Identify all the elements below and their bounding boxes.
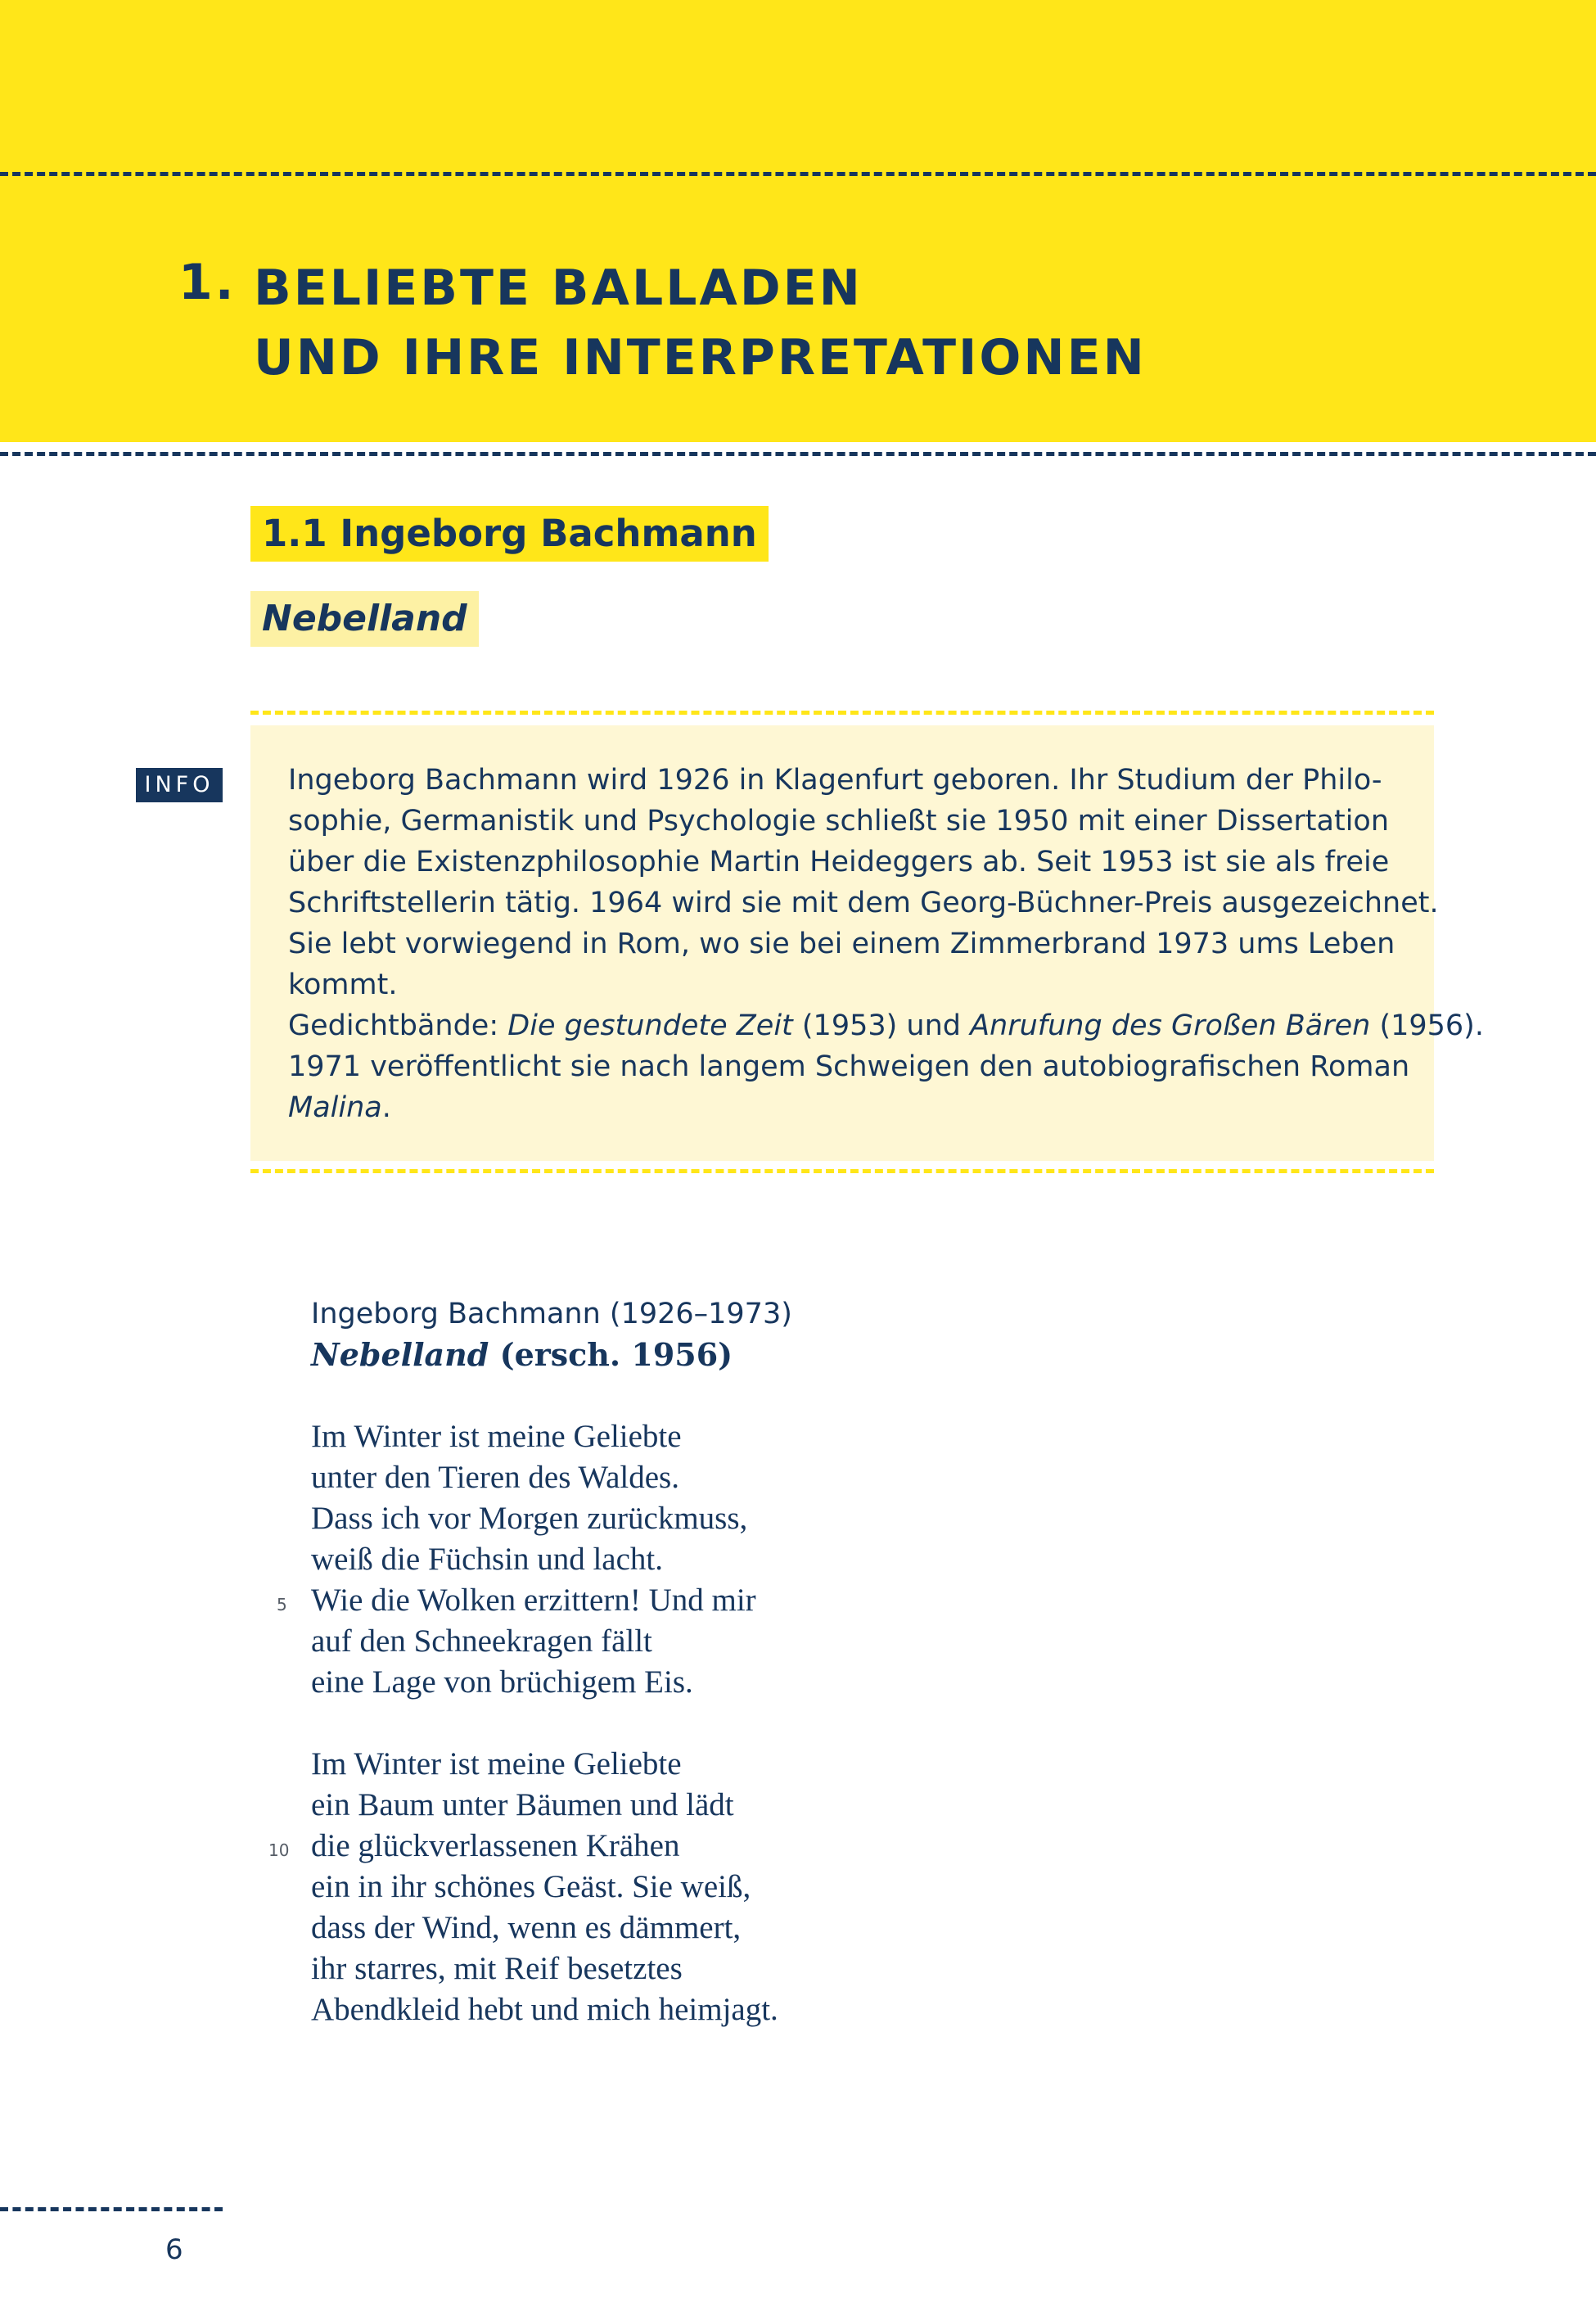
line-number: 5 [277,1595,287,1614]
info-line: sophie, Germanistik und Psychologie schließt sie 1950 mit einer Dissertation [288,805,1390,838]
novel-title: Malina [288,1091,382,1124]
footer-divider [0,2207,223,2211]
info-line: Sie lebt vorwiegend in Rom, wo sie bei einem Zimmerbrand 1973 ums Leben [288,928,1395,960]
work-year: (1956). [1370,1009,1484,1042]
info-text [288,760,1484,1128]
section-heading: 1.1 Ingeborg Bachmann [250,506,769,562]
poem-line: Dass ich vor Morgen zurückmuss, [311,1501,748,1536]
line-number: 10 [268,1840,290,1860]
poem-stanza-2 [311,1744,778,2030]
poem-line: dass der Wind, wenn es dämmert, [311,1910,742,1945]
info-badge: INFO [136,768,223,802]
info-line: über die Existenzphilosophie Martin Heideggers ab. Seit 1953 ist sie als freie [288,846,1390,878]
info-divider-top [250,711,1434,715]
works-prefix: Gedichtbände: [288,1009,508,1042]
header-divider-bottom [0,452,1596,456]
chapter-title-line-1: BELIEBTE BALLADEN [254,260,863,317]
poem-line: auf den Schneekragen fällt [311,1623,652,1659]
poem-line: ein Baum unter Bäumen und lädt [311,1787,734,1822]
poem-line: Im Winter ist meine Geliebte [311,1419,682,1454]
info-line: Schriftstellerin tätig. 1964 wird sie mit dem Georg-Büchner-Preis ausgezeichnet. [288,887,1439,919]
page-number: 6 [165,2233,183,2266]
poem-title [311,1334,733,1375]
poem-title-name: Nebelland [311,1336,489,1373]
info-line: 1971 veröffentlicht sie nach langem Schweigen den autobiografischen Roman [288,1050,1410,1083]
chapter-number: 1. [178,254,237,311]
work-title: Die gestundete Zeit [507,1009,793,1042]
info-divider-bottom [250,1169,1434,1173]
poem-line: eine Lage von brüchigem Eis. [311,1664,693,1700]
info-works-line [288,1005,1484,1046]
poem-line: Im Winter ist meine Geliebte [311,1746,682,1781]
poem-line: ein in ihr schönes Geäst. Sie weiß, [311,1869,751,1904]
work-title: Anrufung des Großen Bären [970,1009,1371,1042]
poem-line: die glückverlassenen Krähen [311,1828,680,1863]
poem-stanza-1 [311,1416,756,1703]
chapter-title-line-2: UND IHRE INTERPRETATIONEN [254,329,1147,386]
poem-line: unter den Tieren des Waldes. [311,1460,679,1495]
poem-line: weiß die Füchsin und lacht. [311,1542,664,1577]
poem-heading: Nebelland [250,591,479,647]
info-line: kommt. [288,969,398,1001]
poem-line: Abendkleid hebt und mich heimjagt. [311,1992,778,2027]
chapter-title [254,254,1147,393]
info-novel-line [288,1087,1413,1128]
novel-end: . [381,1091,391,1124]
work-year: (1953) und [792,1009,971,1042]
poem-author: Ingeborg Bachmann (1926–1973) [311,1298,792,1330]
info-line: Ingeborg Bachmann wird 1926 in Klagenfurt geboren. Ihr Studium der Philo- [288,764,1382,797]
poem-title-suffix: (ersch. 1956) [489,1336,733,1373]
poem-line: ihr starres, mit Reif besetztes [311,1951,683,1986]
header-divider-top [0,172,1596,176]
poem-line: Wie die Wolken erzittern! Und mir [311,1583,756,1618]
